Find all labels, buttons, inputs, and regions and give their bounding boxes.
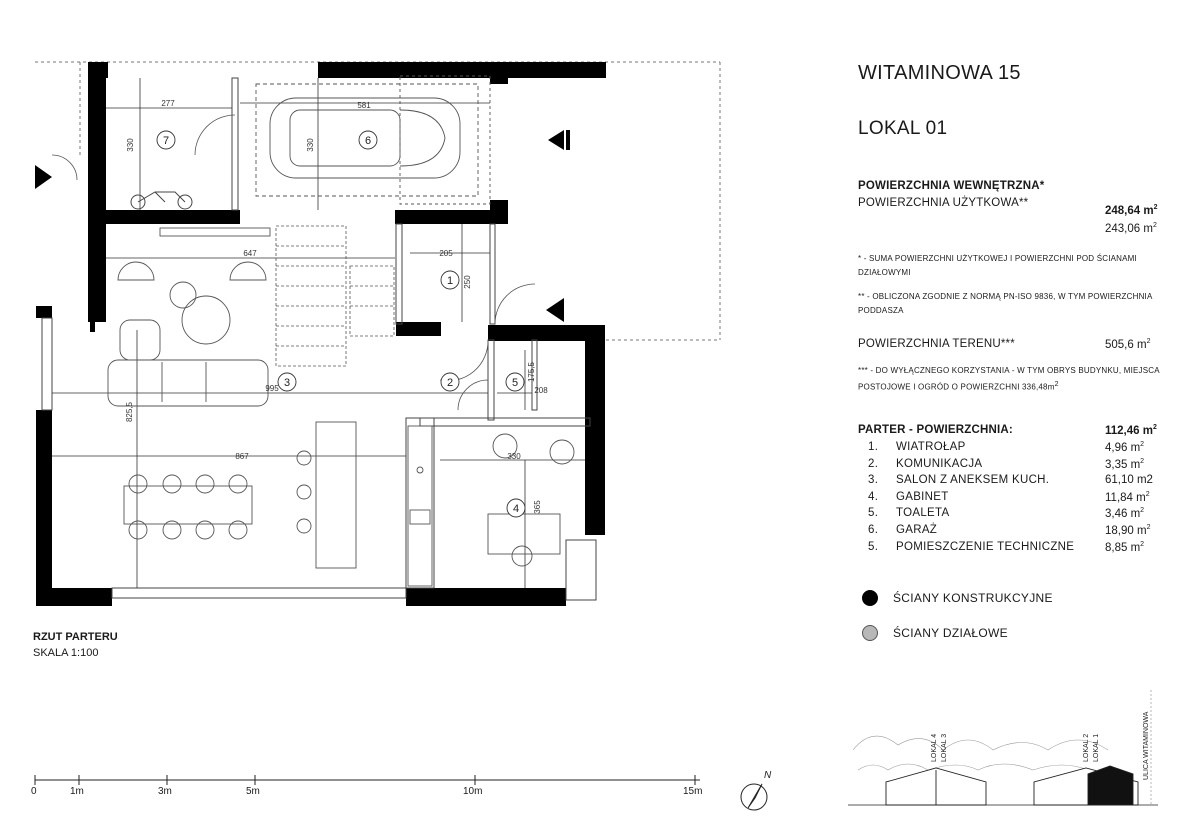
room-number-6: 6 xyxy=(364,135,372,147)
room-list-item xyxy=(868,524,937,536)
office-furniture xyxy=(488,434,574,566)
footnote-3: *** - DO WYŁĄCZNEGO KORZYSTANIA - W TYM OBRYS BUDYNKU, MIEJSCA POSTOJOWE I OGRÓD O POWIERZCHNI $336,48m^2$ xyxy=(858,366,1160,392)
page-title: WITAMINOWA 15 xyxy=(858,62,1021,84)
kitchen-counter xyxy=(408,426,432,586)
section-lokal4: LOKAL 4 xyxy=(931,733,938,762)
room-list-name: POMIESZCZENIE TECHNICZNE xyxy=(896,540,1075,553)
room-list-name: KOMUNIKACJA xyxy=(896,457,983,470)
room-number-5: 5 xyxy=(511,377,519,389)
north-arrow-icon xyxy=(741,784,767,810)
structural-wall-swatch xyxy=(862,590,878,606)
dim-label: 330 xyxy=(306,138,315,152)
room-number-2: 2 xyxy=(446,377,454,389)
scale-label: 1m xyxy=(70,786,84,797)
room-list-area: 3,46 $m^2$ xyxy=(1105,507,1145,521)
plan-caption: RZUT PARTERU xyxy=(33,631,118,643)
section-street: ULICA WITAMINOWA xyxy=(1143,711,1150,780)
room-list-area: 8,85 $m^2$ xyxy=(1105,540,1145,554)
dining-table xyxy=(124,422,356,568)
north-label: N xyxy=(764,770,772,781)
scale-label: 3m xyxy=(158,786,172,797)
room-list-number: 4. xyxy=(868,490,879,503)
land-area-label: POWIERZCHNIA TERENU*** xyxy=(858,338,1015,350)
room-list-number: 5. xyxy=(868,507,879,520)
room-list-number: 2. xyxy=(868,457,879,470)
dim-label: 208 xyxy=(534,386,548,395)
room-list-item xyxy=(868,541,1074,553)
usable-area-label: POWIERZCHNIA UŻYTKOWA** xyxy=(858,197,1029,209)
dim-label: 175,5 xyxy=(527,361,536,383)
room-list-number: 1. xyxy=(868,441,879,453)
footnote-2: ** - OBLICZONA ZGODNIE Z NORMĄ PN-ISO 9836, W TYM POWIERZCHNIA PODDASZA xyxy=(858,292,1153,315)
scale-label: 0 xyxy=(31,786,37,797)
dim-label: 205 xyxy=(439,249,453,258)
room-list-name: WIATROŁAP xyxy=(896,441,966,453)
scale-bar xyxy=(35,775,700,785)
room-list-item xyxy=(868,441,966,453)
dim-label: 330 xyxy=(126,138,135,152)
room-list-area: 18,90 $m^2$ xyxy=(1105,524,1151,537)
partition-wall-label: ŚCIANY DZIAŁOWE xyxy=(893,626,1008,640)
room-list-area: 61,10 m2 xyxy=(1105,474,1153,487)
room-list-name: SALON Z ANEKSEM KUCH. xyxy=(896,474,1050,487)
scale-label: 15m xyxy=(683,786,703,797)
land-area-value: 505,6 $m^2$ xyxy=(1105,338,1151,351)
section-trees xyxy=(853,733,1108,770)
dim-label: 277 xyxy=(161,99,175,108)
scale-label: 5m xyxy=(246,786,260,797)
section-lokal3: LOKAL 3 xyxy=(941,733,948,762)
dim-label: 250 xyxy=(463,275,472,289)
room-list-item xyxy=(868,507,949,519)
room-list-item xyxy=(868,458,982,470)
unit-title: LOKAL 01 xyxy=(858,118,948,139)
ground-floor-label: PARTER - POWIERZCHNIA: xyxy=(858,424,1013,436)
dim-label: 825,5 xyxy=(125,401,134,423)
room-list-area: 11,84 $m^2$ xyxy=(1105,490,1150,504)
room-list-item xyxy=(868,474,1049,486)
room-list-number: 6. xyxy=(868,524,879,536)
structural-walls xyxy=(36,62,606,606)
room-list-area: 3,35 $m^2$ xyxy=(1105,457,1145,471)
dim-label: 581 xyxy=(357,101,371,110)
room-number-1: 1 xyxy=(446,275,454,287)
plan-scale: SKALA 1:100 xyxy=(33,647,99,659)
room-list-name: GARAŻ xyxy=(896,524,938,536)
room-list-area: 4,96 $m^2$ xyxy=(1105,441,1145,454)
dim-label: 365 xyxy=(533,500,542,514)
dim-label: 647 xyxy=(243,249,257,258)
room-list-item xyxy=(868,491,949,503)
room-number-7: 7 xyxy=(162,135,170,147)
dim-label: 330 xyxy=(507,452,521,461)
room-list-number: 3. xyxy=(868,474,879,487)
structural-wall-label: ŚCIANY KONSTRUKCYJNE xyxy=(893,591,1053,605)
room-list-name: GABINET xyxy=(896,490,949,503)
room-list-name: TOALETA xyxy=(896,507,950,520)
dim-label: 995 xyxy=(265,384,279,393)
staircase xyxy=(276,226,394,366)
plot-boundary xyxy=(35,62,720,340)
section-elevation xyxy=(848,690,1168,815)
room-number-3: 3 xyxy=(283,377,291,389)
internal-area-value: 248,64 $m^2$ xyxy=(1105,204,1158,217)
section-lokal1: LOKAL 1 xyxy=(1093,733,1100,762)
internal-area-label: POWIERZCHNIA WEWNĘTRZNA* xyxy=(858,180,1045,192)
usable-area-value: 243,06 $m^2$ xyxy=(1105,222,1157,235)
section-lokal2: LOKAL 2 xyxy=(1083,733,1090,762)
room-markers xyxy=(157,131,525,517)
dim-label: 867 xyxy=(235,452,249,461)
room-list-number: 5. xyxy=(868,540,879,553)
scale-label: 10m xyxy=(463,786,483,797)
section-buildings xyxy=(886,766,1138,805)
ground-floor-total: 112,46 $m^2$ xyxy=(1105,424,1157,437)
partition-wall-swatch xyxy=(862,625,878,641)
footnote-1: * - SUMA POWIERZCHNI UŻYTKOWEJ I POWIERZCHNI POD ŚCIANAMI DZIAŁOWYMI xyxy=(858,254,1137,277)
room-number-4: 4 xyxy=(512,503,520,515)
